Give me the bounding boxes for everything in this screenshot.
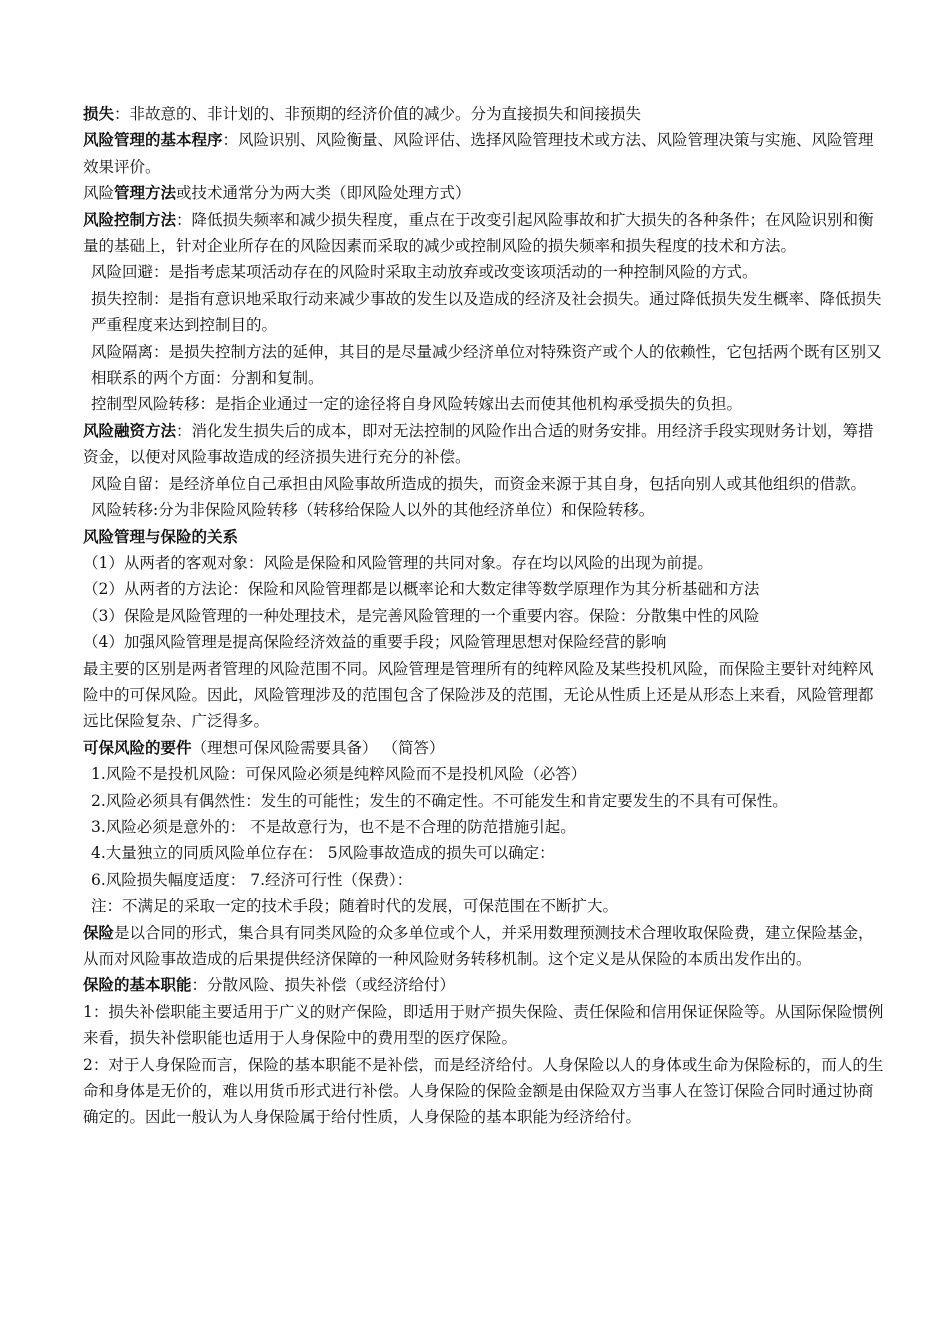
para-text: 或技术通常分为两大类（即风险处理方式） bbox=[176, 184, 471, 203]
heading-risk-management-and-insurance: 风险管理与保险的关系 bbox=[83, 527, 239, 546]
term-risk-management-procedure: 风险管理的基本程序 bbox=[83, 131, 223, 150]
para-text: （理想可保风险需要具备） （简答） bbox=[191, 738, 445, 757]
term-insurable-risk-requirements: 可保风险的要件 bbox=[83, 738, 192, 757]
list-item-relation-4: （4）加强风险管理是提高保险经济效益的重要手段；风险管理思想对保险经营的影响 bbox=[83, 633, 667, 652]
para-risk-isolation: 风险隔离：是损失控制方法的延伸，其目的是尽量减少经济单位对特殊资产或个人的依赖性，它包括两个既有区别又相联系的两个方面：分割和复制。 bbox=[91, 342, 882, 388]
para-risk-management-methods bbox=[83, 180, 884, 206]
para-text: 是以合同的形式，集合具有同类风险的众多单位或个人，并采用数理预测技术合理收取保险费，建立保险基金，从而对风险事故造成的后果提供经济保障的一种风险财务转移机制。这个定义是从保险的本质出发作出的。 bbox=[83, 923, 874, 968]
para-text: ：风险识别、风险衡量、风险评估、选择风险管理技术或方法、风险管理决策与实施、风险管理效果评价。 bbox=[83, 131, 874, 176]
para-risk-management-procedure bbox=[83, 127, 884, 180]
para-text: 风险 bbox=[83, 184, 115, 203]
para-risk-transfer: 风险转移:分为非保险风险转移（转移给保险人以外的其他经济单位）和保险转移。 bbox=[91, 501, 655, 520]
para-control-risk-transfer: 控制型风险转移：是指企业通过一定的途径将自身风险转嫁出去而使其他机构承受损失的负担。 bbox=[91, 395, 743, 414]
para-loss-control: 损失控制：是指有意识地采取行动来减少事故的发生以及造成的经济及社会损失。通过降低损失发生概率、降低损失严重程度来达到控制目的。 bbox=[91, 289, 882, 335]
para-risk-financing-methods bbox=[83, 418, 884, 471]
para-text: ：消化发生损失后的成本，即对无法控制的风险作出合适的财务安排。用经济手段实现财务计划，筹措资金，以便对风险事故造成的经济损失进行充分的补偿。 bbox=[83, 421, 874, 467]
para-insurable-risk-requirements bbox=[83, 735, 884, 761]
term-management-methods: 管理方法 bbox=[114, 184, 177, 203]
list-item-function-1: 1：损失补偿职能主要适用于广义的财产保险，即适用于财产损失保险、责任保险和信用保证保险等。从国际保险惯例来看，损失补偿职能也适用于人身保险中的费用型的医疗保险。 bbox=[83, 1002, 884, 1048]
list-item-requirement-2: 2.风险必须具有偶然性：发生的可能性；发生的不确定性。不可能发生和肯定要发生的不具有可保性。 bbox=[91, 791, 788, 810]
para-main-difference: 最主要的区别是两者管理的风险范围不同。风险管理是管理所有的纯粹风险及某些投机风险，而保险主要针对纯粹风险中的可保风险。因此，风险管理涉及的范围包含了保险涉及的范围，无论从性质上还是从形态上来看，风险管理都远比保险复杂、广泛得多。 bbox=[83, 659, 874, 731]
term-insurance-basic-functions: 保险的基本职能 bbox=[83, 976, 192, 995]
para-risk-control-methods bbox=[83, 207, 884, 260]
para-risk-retention: 风险自留：是经济单位自己承担由风险事故所造成的损失，而资金来源于其自身，包括向别人或其他组织的借款。 bbox=[91, 474, 867, 493]
term-risk-financing-methods: 风险融资方法 bbox=[83, 421, 177, 440]
term-risk-control-methods: 风险控制方法 bbox=[83, 210, 177, 229]
para-insurance-basic-functions bbox=[83, 972, 884, 998]
term-insurance: 保险 bbox=[83, 923, 115, 942]
list-item-requirement-1: 1.风险不是投机风险：可保风险必须是纯粹风险而不是投机风险（必答） bbox=[91, 765, 587, 784]
list-item-relation-1: （1）从两者的客观对象：风险是保险和风险管理的共同对象。存在均以风险的出现为前提。 bbox=[83, 553, 713, 572]
list-item-relation-3: （3）保险是风险管理的一种处理技术，是完善风险管理的一个重要内容。保险：分散集中性的风险 bbox=[83, 606, 760, 625]
list-item-function-2: 2：对于人身保险而言，保险的基本职能不是补偿，而是经济给付。人身保险以人的身体或生命为保险标的，而人的生命和身体是无价的，难以用货币形式进行补偿。人身保险的保险金额是由保险双方当事人在签订保险合同时通过协商确定的。因此一般认为人身保险属于给付性质，人身保险的基本职能为经济给付。 bbox=[83, 1055, 884, 1127]
para-insurance-definition bbox=[83, 920, 884, 973]
para-text: ：降低损失频率和减少损失程度，重点在于改变引起风险事故和扩大损失的各种条件；在风险识别和衡量的基础上，针对企业所存在的风险因素而采取的减少或控制风险的损失频率和损失程度的技术和方法。 bbox=[83, 210, 874, 256]
list-item-requirement-6-7: 6.风险损失幅度适度： 7.经济可行性（保费）： bbox=[91, 870, 413, 889]
list-item-requirement-4-5: 4.大量独立的同质风险单位存在： 5风险事故造成的损失可以确定： bbox=[91, 844, 555, 863]
list-item-relation-2: （2）从两者的方法论：保险和风险管理都是以概率论和大数定律等数学原理作为其分析基础和方法 bbox=[83, 580, 760, 599]
para-risk-avoidance: 风险回避：是指考虑某项活动存在的风险时采取主动放弃或改变该项活动的一种控制风险的方式。 bbox=[91, 263, 758, 282]
para-note: 注：不满足的采取一定的技术手段；随着时代的发展，可保范围在不断扩大。 bbox=[91, 897, 619, 916]
para-loss bbox=[83, 101, 884, 127]
list-item-requirement-3: 3.风险必须是意外的： 不是故意行为，也不是不合理的防范措施引起。 bbox=[91, 817, 576, 836]
term-loss: 损失 bbox=[83, 105, 115, 123]
para-text: ：非故意的、非计划的、非预期的经济价值的减少。分为直接损失和间接损失 bbox=[114, 105, 642, 123]
para-text: ：分散风险、损失补偿（或经济给付） bbox=[191, 976, 456, 995]
